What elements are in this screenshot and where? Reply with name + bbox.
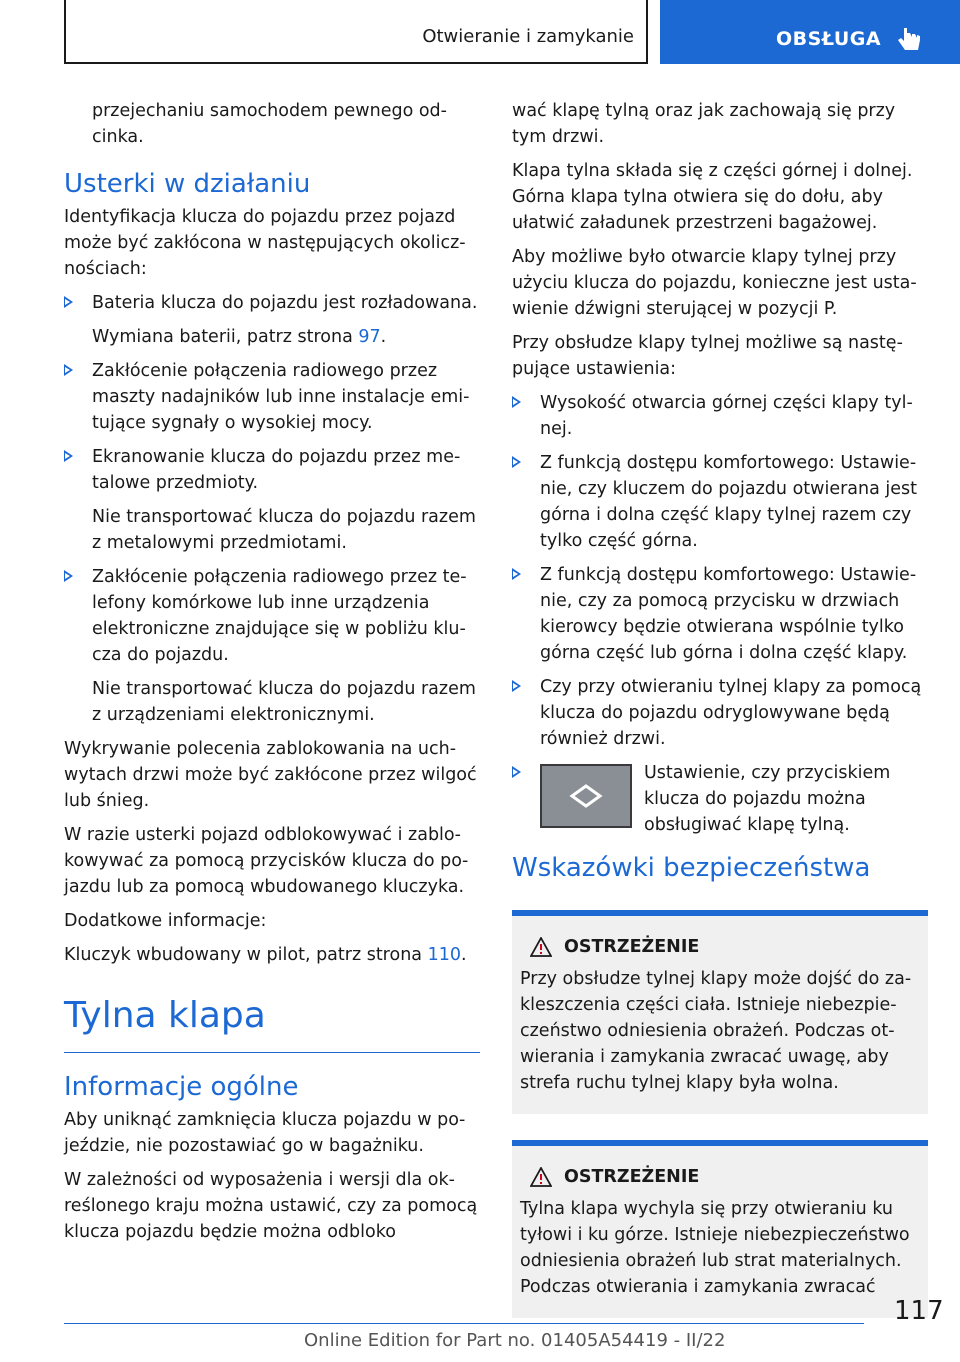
list-item (64, 564, 480, 728)
chapter-title: OBSŁUGA (776, 28, 882, 50)
header-section-box (64, 0, 648, 64)
list-item-text: Ustawienie, czy przyciskiem klucza do pojazdu można obsługiwać klapę tylną. (644, 763, 891, 835)
paragraph: wać klapę tylną oraz jak zachowają się przy tym drzwi. (512, 101, 896, 147)
warning-title (520, 934, 920, 960)
triangle-bullet-icon (512, 568, 521, 580)
paragraph: Przy obsłudze klapy tylnej możliwe są następujące ustawienia: (512, 333, 903, 379)
list-item-text: Z funkcją dostępu komfortowego: Ustawienie, czy za pomocą przycisku w drzwiach kierowcy będzie otwierana wspólnie tylko górna część lub górna i dolna część klapy. (540, 565, 917, 663)
paragraph: Aby uniknąć zamknięcia klucza pojazdu w pojeździe, nie pozostawiać go w bagażniku. (64, 1110, 466, 1156)
warning-title (520, 1164, 920, 1190)
warning-text: Tylna klapa wychyla się przy otwieraniu ku tyłowi i ku górze. Istnieje niebezpieczeństwo odniesienia obrażeń lub strat materialnych. Podczas otwierania i zamykania zwracać (520, 1199, 910, 1297)
list-item-note: Nie transportować klucza do pojazdu razem z metalowymi przedmiotami. (92, 507, 476, 553)
triangle-bullet-icon (512, 456, 521, 468)
paragraph: przejechaniu samochodem pewnego odcinka. (92, 101, 447, 147)
list-item-note: Nie transportować klucza do pojazdu razem z urządzeniami elektronicznymi. (92, 679, 476, 725)
triangle-bullet-icon (64, 570, 73, 582)
heading-usterki: Usterki w działaniu (64, 169, 311, 199)
footer-divider (64, 1323, 864, 1324)
page-link-110[interactable]: 110 (427, 945, 461, 965)
hand-pointer-icon (896, 26, 922, 54)
paragraph: Dodatkowe informacje: (64, 911, 267, 931)
paragraph: Wykrywanie polecenia zablokowania na uchwytach drzwi może być zakłócone przez wilgoć lub śnieg. (64, 739, 477, 811)
triangle-bullet-icon (512, 680, 521, 692)
paragraph-suffix: . (460, 945, 467, 965)
heading-wskazowki: Wskazówki bezpieczeństwa (512, 853, 871, 883)
list-item-text: Z funkcją dostępu komfortowego: Ustawienie, czy kluczem do pojazdu otwierana jest górna i dolna część klapy tylnej razem czy tylko część górna. (540, 453, 917, 551)
list-item (512, 562, 928, 666)
note-suffix: . (380, 327, 387, 347)
list-item (64, 290, 480, 350)
bullet-list (512, 390, 928, 838)
paragraph (64, 942, 480, 968)
triangle-bullet-icon (512, 766, 521, 778)
warning-title-text: OSTRZEŻENIE (564, 1167, 700, 1187)
paragraph: W razie usterki pojazd odblokowywać i zablokowywać za pomocą przycisków klucza do pojazdu lub za pomocą wbudowanego kluczyka. (64, 825, 469, 897)
page-link-97[interactable]: 97 (358, 327, 381, 347)
key-tailgate-button-image (540, 764, 632, 828)
list-item (512, 390, 928, 442)
footer-edition: Online Edition for Part no. 01405A54419 - II/22 (304, 1330, 726, 1351)
warning-box (512, 910, 928, 1114)
paragraph: Aby możliwe było otwarcie klapy tylnej przy użyciu klucza do pojazdu, konieczne jest ustawienie dźwigni sterującej w pozycji P. (512, 247, 917, 319)
warning-title-text: OSTRZEŻENIE (564, 937, 700, 957)
warning-box (512, 1140, 928, 1318)
heading-tylna-klapa: Tylna klapa (64, 994, 480, 1053)
page-number: 117 (894, 1296, 944, 1326)
list-item (512, 674, 928, 752)
list-item (512, 760, 928, 838)
list-item (64, 444, 480, 556)
warning-triangle-icon (530, 1167, 552, 1187)
triangle-bullet-icon (512, 396, 521, 408)
paragraph: Klapa tylna składa się z części górnej i dolnej. Górna klapa tylna otwiera się do dołu, aby ułatwić załadunek przestrzeni bagażowej. (512, 161, 913, 233)
warning-triangle-icon (530, 937, 552, 957)
paragraph-text: Kluczyk wbudowany w pilot, patrz strona (64, 945, 428, 965)
triangle-bullet-icon (64, 450, 73, 462)
list-item-text: Czy przy otwieraniu tylnej klapy za pomocą klucza do pojazdu odryglowywane będą również drzwi. (540, 677, 922, 749)
heading-informacje: Informacje ogólne (64, 1072, 299, 1102)
triangle-bullet-icon (64, 364, 73, 376)
warning-text: Przy obsłudze tylnej klapy może dojść do zakleszczenia części ciała. Istnieje niebezpieczeństwo odniesienia obrażeń. Podczas otwierania i zamykania zwracać uwagę, aby strefa ruchu tylnej klapy była wolna. (520, 969, 912, 1093)
list-item-text: Zakłócenie połączenia radiowego przez maszty nadajników lub inne instalacje emitujące sygnały o wysokiej mocy. (92, 361, 470, 433)
header-chapter-box (660, 0, 960, 64)
list-item-note (92, 324, 480, 350)
tailgate-diamond-icon (542, 766, 630, 826)
list-item-text: Wysokość otwarcia górnej części klapy tylnej. (540, 393, 913, 439)
list-item-text: Zakłócenie połączenia radiowego przez telefony komórkowe lub inne urządzenia elektroniczne znajdujące się w pobliżu klucza do pojazdu. (92, 567, 467, 665)
right-column (512, 98, 928, 1318)
note-text: Wymiana baterii, patrz strona (92, 327, 359, 347)
section-title: Otwieranie i zamykanie (422, 26, 634, 47)
triangle-bullet-icon (64, 296, 73, 308)
paragraph: Identyfikacja klucza do pojazdu przez pojazd może być zakłócona w następujących okolicznościach: (64, 207, 466, 279)
list-item (512, 450, 928, 554)
list-item-text: Ekranowanie klucza do pojazdu przez metalowe przedmioty. (92, 447, 461, 493)
left-column (64, 98, 480, 1253)
bullet-list (64, 290, 480, 728)
list-item-text: Bateria klucza do pojazdu jest rozładowana. (92, 293, 478, 313)
list-item (64, 358, 480, 436)
paragraph: W zależności od wyposażenia i wersji dla określonego kraju można ustawić, czy za pomocą klucza pojazdu będzie można odbloko (64, 1170, 478, 1242)
